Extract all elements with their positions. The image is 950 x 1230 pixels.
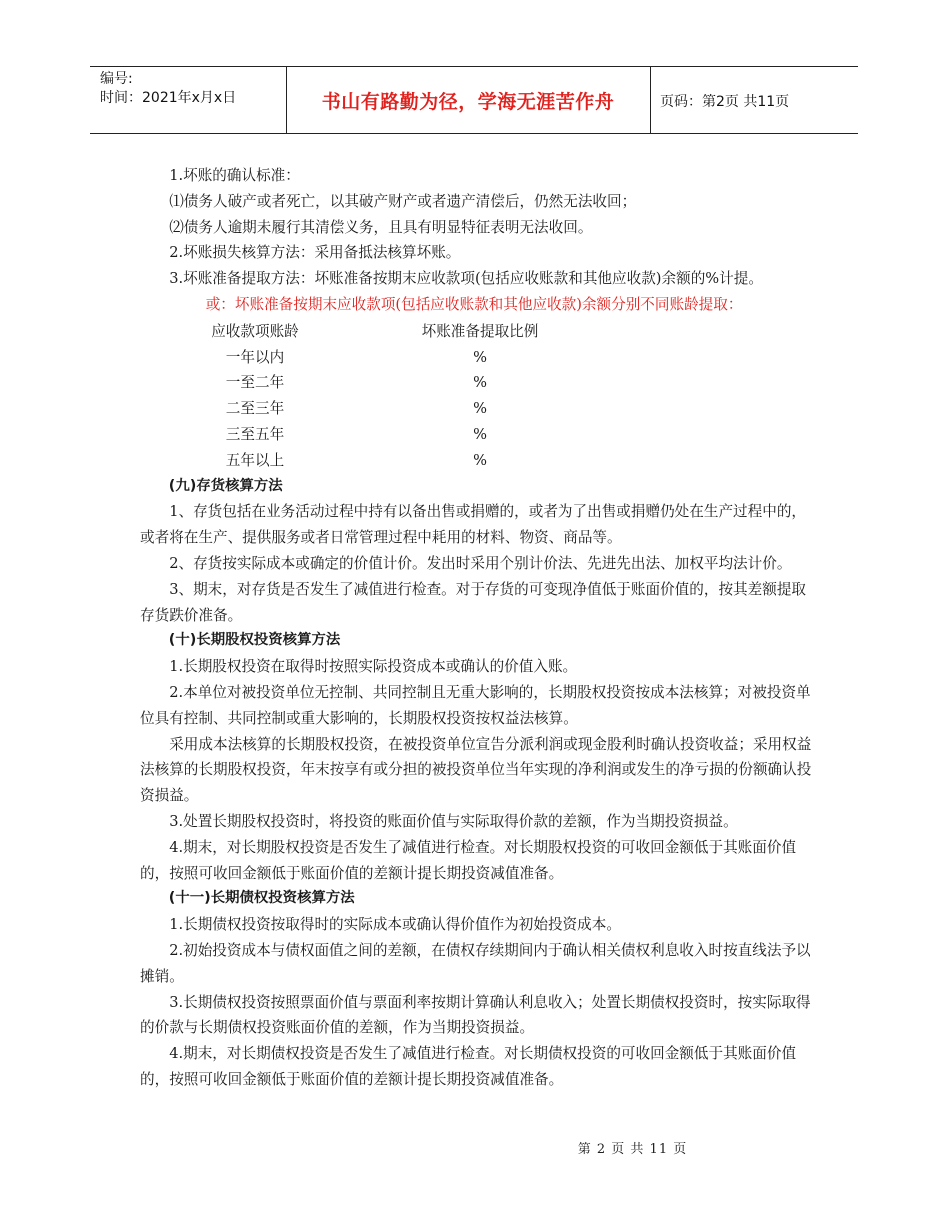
paragraph: 1、存货包括在业务活动过程中持有以备出售或捐赠的，或者为了出售或捐赠仍处在生产过程中的，或者将在生产、提供服务或者日常管理过程中耗用的材料、物资、商品等。 [140, 503, 807, 547]
paragraph: 2.坏账损失核算方法：采用备抵法核算坏账。 [169, 244, 461, 262]
paragraph: 4.期末，对长期债权投资是否发生了减值进行检查。对长期债权投资的可收回金额低于其账面价值的，按照可收回金额低于账面价值的差额计提长期投资减值准备。 [140, 1045, 797, 1088]
paragraph: 2.初始投资成本与债权面值之间的差额，在债权存续期间内于确认相关债权利息收入时按直线法予以摊销。 [140, 941, 811, 985]
header-time: 时间：2021年x月x日 [100, 90, 237, 106]
paragraph: ⑴债务人破产或者死亡，以其破产财产或者遗产清偿后，仍然无法收回； [169, 192, 637, 210]
section-heading-debt: (十一)长期债权投资核算方法 [168, 890, 355, 907]
aging-table-row [140, 422, 812, 448]
page-footer: 第 2 页 共 11 页 [577, 1142, 688, 1157]
aging-age: 五年以上 [225, 451, 285, 469]
paragraph: 采用成本法核算的长期股权投资，在被投资单位宣告分派利润或现金股利时确认投资收益；采用权益法核算的长期股权投资，年末按享有或分担的被投资单位当年实现的净利润或发生的净亏损的份额确认投资损益。 [140, 735, 812, 805]
aging-age: 一年以内 [225, 348, 285, 366]
aging-table-row [140, 370, 812, 396]
paragraph: 3.处置长期股权投资时，将投资的账面价值与实际取得价款的差额，作为当期投资损益。 [169, 812, 738, 830]
paragraph: 3.坏账准备提取方法：坏账准备按期末应收款项(包括应收账款和其他应收款)余额的%计提。 [169, 270, 763, 288]
aging-rate: % [473, 400, 487, 418]
paragraph: 2、存货按实际成本或确定的价值计价。发出时采用个别计价法、先进先出法、加权平均法计价。 [169, 554, 792, 572]
aging-header-age: 应收款项账龄 [211, 322, 299, 340]
header-page-number: 页码：第2页 共11页 [660, 94, 790, 110]
document-body [140, 163, 812, 1093]
paragraph: 1.长期股权投资在取得时按照实际投资成本或确认的价值入账。 [169, 658, 578, 676]
aging-table-header [140, 319, 812, 345]
header-number: 编号: [100, 71, 133, 87]
aging-table-row [140, 396, 812, 422]
section-heading-equity: (十)长期股权投资核算方法 [168, 632, 341, 649]
aging-rate: % [473, 425, 487, 443]
paragraph: 1.坏账的确认标准： [169, 167, 300, 184]
paragraph: 3.长期债权投资按照票面价值与票面利率按期计算确认利息收入；处置长期债权投资时，按实际取得的价款与长期债权投资账面价值的差额，作为当期投资损益。 [140, 993, 811, 1037]
aging-age: 二至三年 [225, 400, 285, 418]
header-meta [100, 70, 236, 108]
header-divider [650, 67, 651, 133]
aging-rate: % [473, 374, 487, 392]
aging-age: 三至五年 [225, 425, 285, 443]
paragraph: 3、期末，对存货是否发生了减值进行检查。对于存货的可变现净值低于账面价值的，按其差额提取存货跌价准备。 [140, 580, 807, 624]
paragraph: 4.期末，对长期股权投资是否发生了减值进行检查。对长期股权投资的可收回金额低于其账面价值的，按照可收回金额低于账面价值的差额计提长期投资减值准备。 [140, 838, 797, 882]
aging-rate: % [473, 451, 487, 469]
paragraph: ⑵债务人逾期未履行其清偿义务，且具有明显特征表明无法收回。 [169, 218, 593, 236]
aging-table-row [140, 345, 812, 371]
aging-age: 一至二年 [225, 374, 285, 392]
red-alternative-note: 或：坏账准备按期末应收款项(包括应收账款和其他应收款)余额分别不同账龄提取： [205, 295, 743, 313]
header-motto: 书山有路勤为径，学海无涯苦作舟 [321, 91, 615, 113]
paragraph: 2.本单位对被投资单位无控制、共同控制且无重大影响的，长期股权投资按成本法核算；对被投资单位具有控制、共同控制或重大影响的，长期股权投资按权益法核算。 [140, 683, 811, 727]
aging-rate: % [473, 348, 487, 366]
aging-header-rate: 坏账准备提取比例 [421, 322, 539, 340]
page-header [90, 66, 858, 134]
section-heading-inventory: (九)存货核算方法 [168, 477, 283, 494]
aging-table-row [140, 448, 812, 474]
paragraph: 1.长期债权投资按取得时的实际成本或确认得价值作为初始投资成本。 [169, 916, 621, 934]
